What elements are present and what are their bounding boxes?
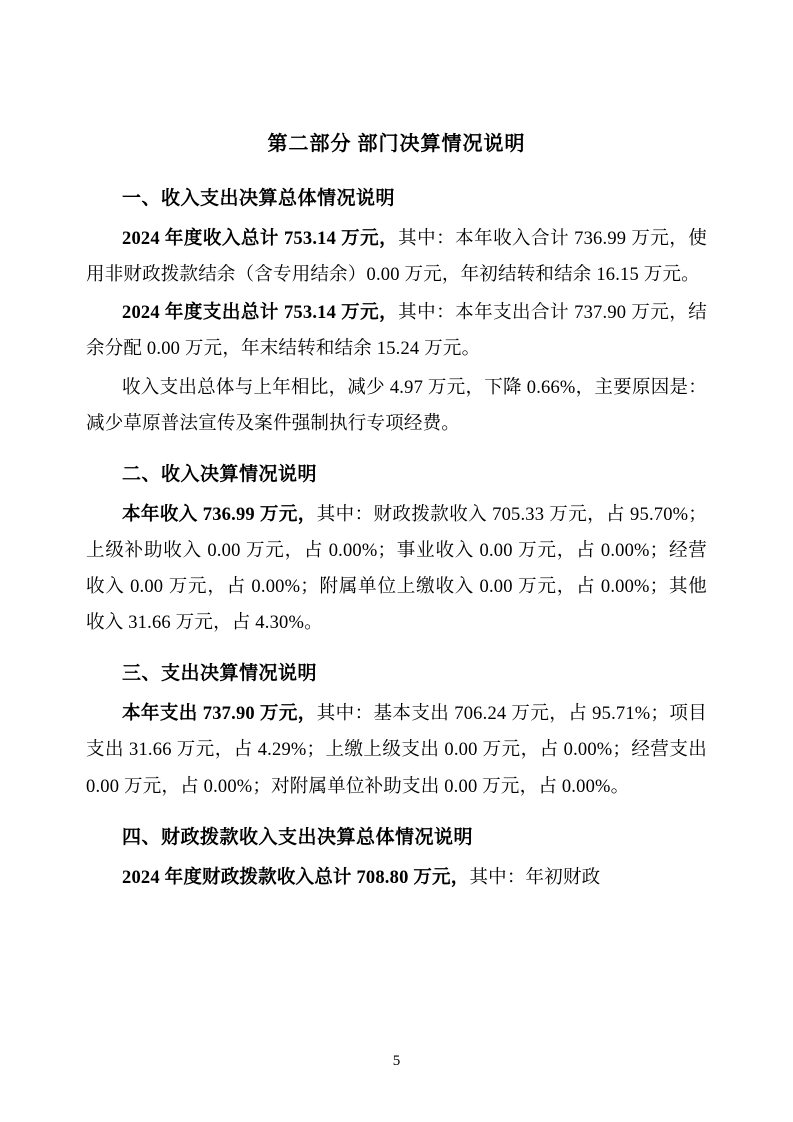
paragraph-2-1 <box>86 497 707 641</box>
paragraph-lead: 2024 年度财政拨款收入总计 708.80 万元， <box>122 867 470 888</box>
paragraph-body: 其中：本年收入合计 736.99 万元，使用非财政拨款结余（含专用结余）0.00 万元，年初结转和结余 16.15 万元。 <box>86 229 707 286</box>
paragraph-1-3 <box>86 370 707 442</box>
paragraph-1-2 <box>86 295 707 367</box>
section-heading-2: 二、收入决算情况说明 <box>122 463 318 485</box>
paragraph-lead: 本年收入 736.99 万元， <box>122 504 317 525</box>
page-title: 第二部分 部门决算情况说明 <box>267 133 526 155</box>
paragraph-body: 其中：财政拨款收入 705.33 万元，占 95.70%；上级补助收入 0.00 万元，占 0.00%；事业收入 0.00 万元，占 0.00%；经营收入 0.00 万元，占 0.00%；附属单位上缴收入 0.00 万元，占 0.00%；其他收入 31.66 万元，占 4.30%。 <box>86 504 707 634</box>
paragraph-lead: 本年支出 737.90 万元， <box>122 704 317 725</box>
page-number: 5 <box>392 1053 401 1069</box>
section-heading-4: 四、财政拨款收入支出决算总体情况说明 <box>122 826 474 848</box>
paragraph-3-1 <box>86 696 707 804</box>
section-heading-1: 一、收入支出决算总体情况说明 <box>122 188 396 209</box>
paragraph-1-1 <box>86 221 707 293</box>
paragraph-body: 其中：基本支出 706.24 万元，占 95.71%；项目支出 31.66 万元，占 4.29%；上缴上级支出 0.00 万元，占 0.00%；经营支出 0.00 万元，占 0.00%；对附属单位补助支出 0.00 万元，占 0.00%。 <box>86 704 707 797</box>
paragraph-body: 其中：年初财政 <box>469 867 601 888</box>
section-heading-3: 三、支出决算情况说明 <box>122 663 318 685</box>
paragraph-lead: 2024 年度收入总计 753.14 万元， <box>122 229 399 250</box>
paragraph-4-1 <box>86 860 707 896</box>
paragraph-body: 收入支出总体与上年相比，减少 4.97 万元，下降 0.66%，主要原因是：减少草原普法宣传及案件强制执行专项经费。 <box>86 377 707 434</box>
paragraph-body: 其中：本年支出合计 737.90 万元，结余分配 0.00 万元，年末结转和结余 15.24 万元。 <box>86 303 707 360</box>
paragraph-lead: 2024 年度支出总计 753.14 万元， <box>122 303 399 324</box>
